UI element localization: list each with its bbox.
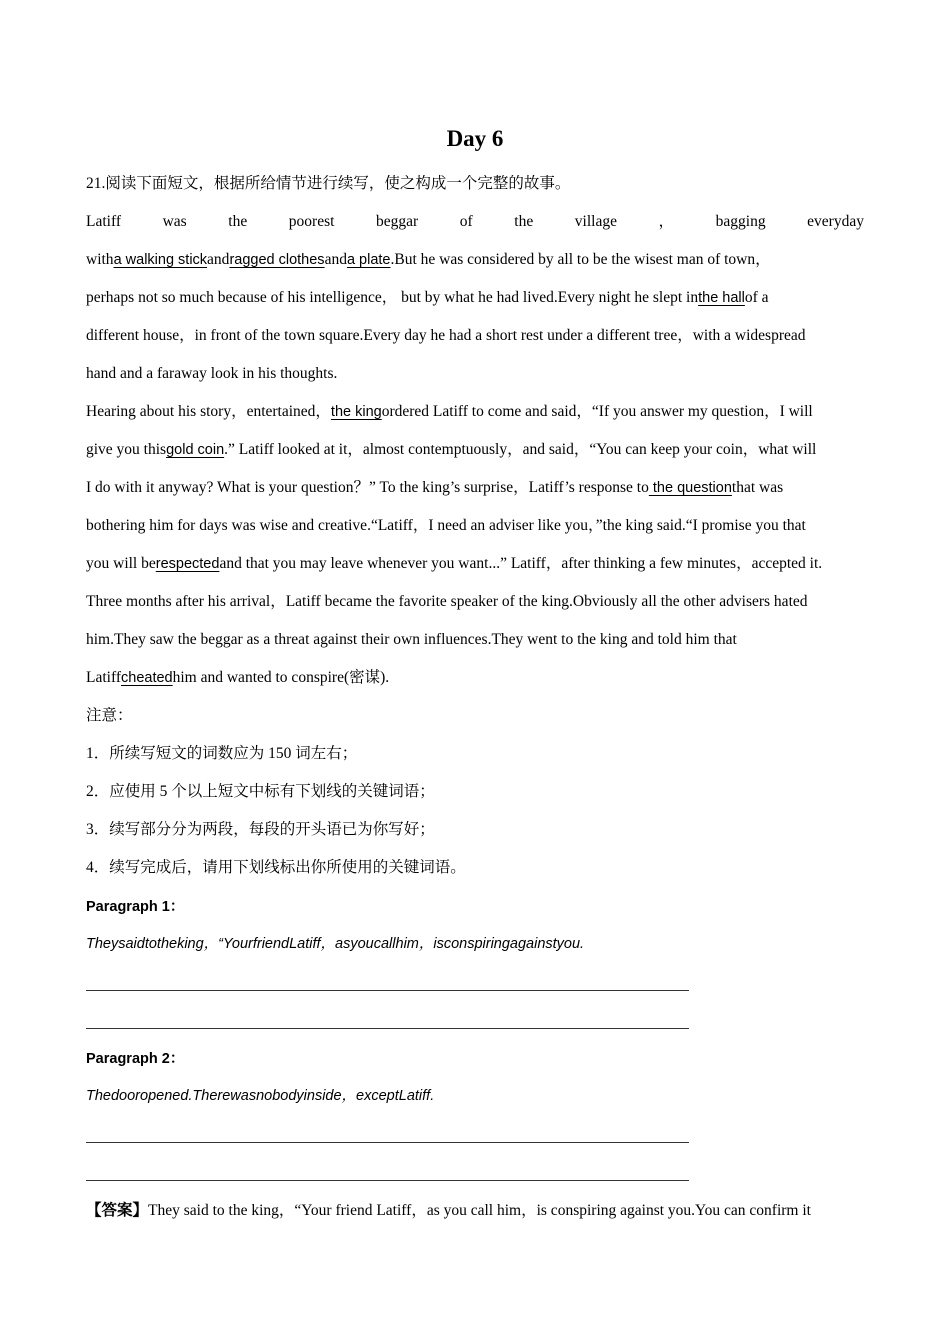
passage-line-9: bothering him for days was wise and creative.“Latiff，I need an adviser like you，”the king said.“I promise you that — [86, 517, 806, 534]
keyword-respected: respected — [155, 556, 220, 572]
notes-label: 注意： — [86, 707, 133, 724]
paragraph-2-label: Paragraph 2： — [86, 1051, 185, 1067]
passage-word: poorest — [288, 213, 335, 230]
passage-line-11: Three months after his arrival，Latiff became the favorite speaker of the king.Obviously all the other advisers hated — [86, 593, 808, 610]
passage-line-4: different house，in front of the town square.Every day he had a short rest under a different tree，with a widespread — [86, 327, 806, 344]
writing-line — [86, 1142, 689, 1143]
question-prompt: 21.阅读下面短文，根据所给情节进行续写，使之构成一个完整的故事。 — [86, 175, 571, 192]
keyword-the-hall: the hall — [698, 290, 745, 306]
passage-word: Latiff — [86, 213, 122, 230]
passage-line-8: I do with it anyway? What is your question？” To the king’s surprise，Latiff’s response to the questionthat was — [86, 479, 784, 496]
note-item: 1．所续写短文的词数应为 150 词左右； — [86, 745, 358, 762]
passage-word: bagging — [715, 213, 766, 230]
keyword-the-question: the question — [648, 480, 732, 496]
passage-line-7: give you thisgold coin.” Latiff looked at it，almost contemptuously，and said，“You can keep your coin，what will — [86, 441, 817, 458]
answer-line — [86, 1201, 864, 1221]
note-item: 3．续写部分分为两段，每段的开头语已为你写好； — [86, 821, 435, 838]
passage-word: was — [162, 213, 187, 230]
passage-line-2: witha walking stickandragged clothesanda plate.But he was considered by all to be the wisest man of town， — [86, 251, 771, 268]
passage-line-5: hand and a faraway look in his thoughts. — [86, 365, 338, 382]
keyword-plate: a plate — [346, 252, 391, 268]
keyword-walking-stick: a walking stick — [113, 252, 208, 268]
passage-word: of — [459, 213, 473, 230]
writing-line — [86, 1028, 689, 1029]
keyword-cheated: cheated — [121, 670, 173, 686]
answer-label: 【答案】 — [86, 1202, 149, 1219]
passage-word: the — [228, 213, 248, 230]
passage-word: beggar — [376, 213, 419, 230]
paragraph-1-opening: Theysaidtotheking，“YourfriendLatiff，asyoucallhim，isconspiringagainstyou. — [86, 936, 585, 952]
answer-text: They said to the king，“Your friend Latiff，as you call him，is conspiring against you.You can confirm it — [148, 1202, 811, 1219]
passage-line-13: Latiffcheatedhim and wanted to conspire(密谋). — [86, 669, 390, 686]
passage-line-10: you will berespectedand that you may leave whenever you want...” Latiff，after thinking a few minutes，accepted it. — [86, 555, 823, 572]
keyword-the-king: the king — [330, 404, 382, 420]
passage-word: ， — [658, 213, 675, 230]
paragraph-2-opening: Thedooropened.Therewasnobodyinside，exceptLatiff. — [86, 1088, 435, 1104]
writing-line — [86, 990, 689, 991]
paragraph-1-label: Paragraph 1： — [86, 899, 185, 915]
passage-word: everyday — [807, 213, 864, 230]
note-item: 2．应使用 5 个以上短文中标有下划线的关键词语； — [86, 783, 435, 800]
passage-line-3: perhaps not so much because of his intelligence， but by what he had lived.Every night he slept inthe hallof a — [86, 289, 769, 306]
page-title: Day 6 — [446, 126, 504, 151]
passage-line-1 — [86, 212, 864, 232]
keyword-ragged-clothes: ragged clothes — [229, 252, 325, 268]
passage-line-6: Hearing about his story，entertained，the kingordered Latiff to come and said，“If you answer my question，I will — [86, 403, 813, 420]
passage-word: village — [574, 213, 617, 230]
passage-line-12: him.They saw the beggar as a threat against their own influences.They went to the king and told him that — [86, 631, 737, 648]
passage-word: the — [514, 213, 534, 230]
note-item: 4．续写完成后，请用下划线标出你所使用的关键词语。 — [86, 859, 466, 876]
keyword-gold-coin: gold coin — [166, 442, 225, 458]
writing-line — [86, 1180, 689, 1181]
